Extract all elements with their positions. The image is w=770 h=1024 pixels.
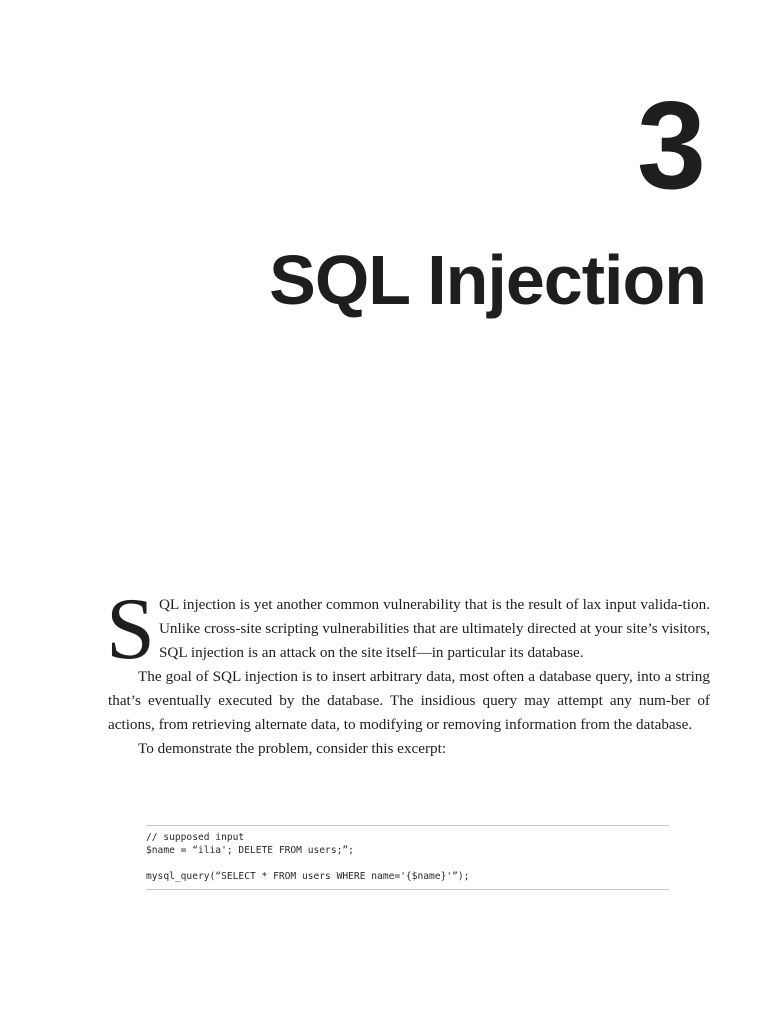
paragraph-goal: The goal of SQL injection is to insert arbitrary data, most often a database query, into a string that’s eventually executed by the database. The insidious query may attempt any num-ber of actions, from retrieving alternate data, to modifying or removing information from the database.	[108, 668, 710, 733]
paragraph-intro-text: QL injection is yet another common vulnerability that is the result of lax input valida-tion. Unlike cross-site scripting vulnerabilities that are ultimately directed at your site’s visitors, SQL injection is an attack on the site itself—in particular its database.	[158, 596, 710, 661]
code-line: // supposed input	[146, 832, 245, 843]
chapter-number: 3	[637, 77, 704, 215]
body-text	[106, 581, 710, 761]
code-line: mysql_query(“SELECT * FROM users WHERE name='{$name}'”);	[146, 871, 470, 882]
code-line: $name = “ilia'; DELETE FROM users;”;	[146, 845, 354, 856]
paragraph-intro	[106, 581, 710, 678]
drop-cap: S	[106, 581, 155, 678]
paragraph-demonstrate: To demonstrate the problem, consider this excerpt:	[138, 740, 447, 757]
chapter-title: SQL Injection	[269, 241, 706, 319]
code-line-blank	[146, 857, 669, 870]
code-listing	[146, 825, 669, 890]
